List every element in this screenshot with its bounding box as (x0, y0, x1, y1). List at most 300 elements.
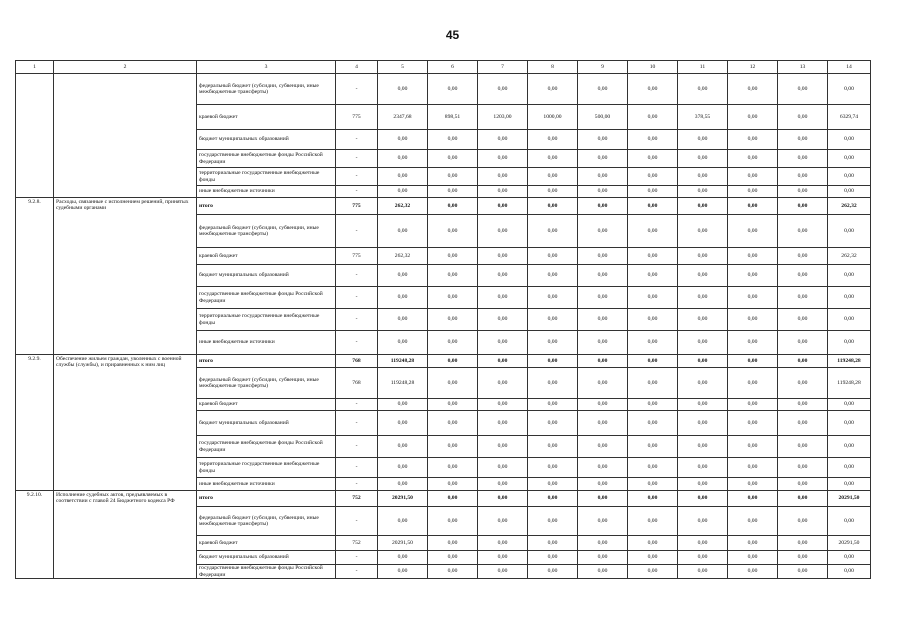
value-cell: 6329,74 (828, 105, 871, 130)
value-cell: 0,00 (678, 478, 728, 491)
value-cell: 0,00 (778, 368, 828, 399)
value-cell: 0,00 (528, 411, 578, 436)
value-cell: 0,00 (728, 105, 778, 130)
value-cell: 119248,28 (828, 368, 871, 399)
value-cell: 119248,28 (378, 368, 428, 399)
funding-source: бюджет муниципальных образований (197, 551, 336, 565)
value-cell: 0,00 (578, 491, 628, 507)
value-cell: 0,00 (728, 150, 778, 168)
funding-source: итого (197, 198, 336, 215)
value-cell: 0,00 (728, 565, 778, 579)
value-cell: 0,00 (428, 355, 478, 368)
value-cell: 0,00 (828, 74, 871, 105)
value-cell: 0,00 (728, 265, 778, 287)
value-cell: 0,00 (628, 478, 678, 491)
value-cell: 0,00 (478, 74, 528, 105)
value-cell: 20291,50 (828, 536, 871, 551)
value-cell: 0,00 (828, 331, 871, 355)
value-cell: 0,00 (428, 368, 478, 399)
header-cell: 1 (16, 61, 54, 74)
value-cell: 0,00 (828, 478, 871, 491)
value-cell: 0,00 (528, 551, 578, 565)
value-cell: 0,00 (428, 536, 478, 551)
value-cell: 262,32 (378, 198, 428, 215)
value-cell: 0,00 (678, 411, 728, 436)
value-cell: 0,00 (628, 186, 678, 198)
item-name: Обеспечение жильем граждан, уволенных с военной службы (службы), и приравненных к ним лиц (54, 355, 197, 491)
value-cell: 0,00 (628, 355, 678, 368)
value-cell: 0,00 (628, 287, 678, 309)
value-cell: 0,00 (778, 355, 828, 368)
value-cell: 1203,00 (478, 105, 528, 130)
code-cell: - (336, 150, 378, 168)
value-cell: 0,00 (728, 186, 778, 198)
funding-source: федеральный бюджет (субсидии, субвенции, иные межбюджетные трансферты) (197, 507, 336, 536)
item-name: Исполнение судебных актов, предъявляемых в соответствии с главой 24 Бюджетного кодекса РФ (54, 491, 197, 579)
value-cell: 0,00 (628, 551, 678, 565)
value-cell: 0,00 (378, 565, 428, 579)
value-cell: 0,00 (828, 309, 871, 331)
value-cell: 0,00 (428, 150, 478, 168)
value-cell: 0,00 (478, 168, 528, 186)
value-cell: 0,00 (478, 507, 528, 536)
value-cell: 0,00 (478, 551, 528, 565)
value-cell: 0,00 (528, 248, 578, 265)
value-cell: 0,00 (628, 411, 678, 436)
value-cell: 0,00 (578, 507, 628, 536)
value-cell: 0,00 (578, 536, 628, 551)
value-cell: 0,00 (728, 507, 778, 536)
value-cell: 0,00 (428, 198, 478, 215)
value-cell: 0,00 (728, 130, 778, 150)
value-cell: 0,00 (678, 536, 728, 551)
code-cell: 775 (336, 105, 378, 130)
value-cell: 0,00 (578, 411, 628, 436)
value-cell: 0,00 (428, 491, 478, 507)
value-cell: 0,00 (378, 130, 428, 150)
value-cell: 0,00 (528, 287, 578, 309)
value-cell: 0,00 (478, 186, 528, 198)
value-cell: 0,00 (778, 478, 828, 491)
value-cell: 0,00 (678, 198, 728, 215)
funding-source: государственные внебюджетные фонды Российской Федерации (197, 436, 336, 458)
value-cell: 0,00 (778, 458, 828, 478)
value-cell: 0,00 (778, 551, 828, 565)
header-cell: 13 (778, 61, 828, 74)
value-cell: 0,00 (478, 565, 528, 579)
header-cell: 7 (478, 61, 528, 74)
header-cell: 2 (54, 61, 197, 74)
header-cell: 12 (728, 61, 778, 74)
value-cell: 0,00 (378, 399, 428, 411)
value-cell: 0,00 (528, 436, 578, 458)
item-code: 9.2.9. (16, 355, 54, 491)
value-cell: 0,00 (478, 130, 528, 150)
value-cell: 0,00 (778, 507, 828, 536)
value-cell: 0,00 (528, 186, 578, 198)
value-cell: 0,00 (778, 150, 828, 168)
code-cell: - (336, 130, 378, 150)
value-cell: 0,00 (428, 458, 478, 478)
value-cell: 0,00 (728, 458, 778, 478)
value-cell: 0,00 (628, 458, 678, 478)
funding-source: государственные внебюджетные фонды Российской Федерации (197, 565, 336, 579)
value-cell: 0,00 (678, 331, 728, 355)
value-cell: 0,00 (728, 478, 778, 491)
value-cell: 0,00 (778, 565, 828, 579)
value-cell: 0,00 (678, 130, 728, 150)
value-cell: 0,00 (578, 168, 628, 186)
value-cell: 0,00 (478, 150, 528, 168)
value-cell: 0,00 (578, 215, 628, 248)
funding-source: государственные внебюджетные фонды Российской Федерации (197, 150, 336, 168)
code-cell: - (336, 309, 378, 331)
value-cell: 0,00 (778, 399, 828, 411)
value-cell: 0,00 (778, 331, 828, 355)
value-cell: 0,00 (578, 399, 628, 411)
value-cell: 0,00 (428, 248, 478, 265)
value-cell: 0,00 (428, 186, 478, 198)
value-cell: 262,32 (828, 198, 871, 215)
code-cell: - (336, 215, 378, 248)
value-cell: 0,00 (578, 368, 628, 399)
value-cell: 0,00 (778, 198, 828, 215)
value-cell: 0,00 (778, 309, 828, 331)
value-cell: 0,00 (628, 368, 678, 399)
value-cell: 0,00 (678, 248, 728, 265)
value-cell: 0,00 (828, 265, 871, 287)
value-cell: 0,00 (528, 565, 578, 579)
value-cell: 0,00 (428, 287, 478, 309)
funding-source: бюджет муниципальных образований (197, 411, 336, 436)
value-cell: 0,00 (528, 507, 578, 536)
value-cell: 0,00 (578, 248, 628, 265)
value-cell: 0,00 (678, 458, 728, 478)
value-cell: 0,00 (678, 265, 728, 287)
table-row (16, 491, 871, 507)
value-cell: 0,00 (378, 168, 428, 186)
value-cell: 0,00 (728, 248, 778, 265)
value-cell: 0,00 (678, 309, 728, 331)
funding-source: иные внебюджетные источники (197, 186, 336, 198)
value-cell: 0,00 (628, 491, 678, 507)
header-cell: 10 (628, 61, 678, 74)
value-cell: 0,00 (528, 198, 578, 215)
code-cell: - (336, 399, 378, 411)
value-cell: 0,00 (478, 215, 528, 248)
value-cell: 0,00 (828, 287, 871, 309)
value-cell: 0,00 (778, 436, 828, 458)
value-cell: 0,00 (728, 436, 778, 458)
value-cell: 0,00 (428, 565, 478, 579)
value-cell: 0,00 (478, 309, 528, 331)
value-cell: 0,00 (828, 399, 871, 411)
value-cell: 0,00 (478, 355, 528, 368)
value-cell: 0,00 (578, 309, 628, 331)
value-cell: 0,00 (478, 331, 528, 355)
value-cell: 0,00 (378, 287, 428, 309)
table-row (16, 74, 871, 105)
value-cell: 0,00 (478, 458, 528, 478)
item-name: Расходы, связанные с исполнением решений, принятых судебными органами (54, 198, 197, 355)
value-cell: 0,00 (828, 436, 871, 458)
value-cell: 0,00 (528, 399, 578, 411)
header-cell: 14 (828, 61, 871, 74)
value-cell: 0,00 (378, 458, 428, 478)
value-cell: 0,00 (578, 551, 628, 565)
value-cell: 0,00 (478, 248, 528, 265)
value-cell: 119248,28 (378, 355, 428, 368)
value-cell: 0,00 (528, 458, 578, 478)
value-cell: 0,00 (678, 150, 728, 168)
code-cell: - (336, 186, 378, 198)
value-cell: 0,00 (778, 74, 828, 105)
value-cell: 0,00 (478, 536, 528, 551)
value-cell: 0,00 (378, 436, 428, 458)
value-cell: 0,00 (628, 507, 678, 536)
value-cell: 0,00 (428, 168, 478, 186)
value-cell: 0,00 (678, 168, 728, 186)
value-cell: 0,00 (678, 287, 728, 309)
code-cell: - (336, 478, 378, 491)
code-cell: - (336, 551, 378, 565)
value-cell: 0,00 (578, 198, 628, 215)
value-cell: 0,00 (728, 215, 778, 248)
item-code (16, 74, 54, 198)
budget-table (15, 60, 871, 579)
value-cell: 0,00 (828, 551, 871, 565)
value-cell: 0,00 (578, 458, 628, 478)
value-cell: 0,00 (778, 536, 828, 551)
value-cell: 0,00 (428, 265, 478, 287)
value-cell: 0,00 (778, 186, 828, 198)
value-cell: 0,00 (478, 265, 528, 287)
header-cell: 11 (678, 61, 728, 74)
funding-source: бюджет муниципальных образований (197, 265, 336, 287)
value-cell: 0,00 (528, 168, 578, 186)
value-cell: 119248,28 (828, 355, 871, 368)
value-cell: 0,00 (628, 198, 678, 215)
value-cell: 0,00 (628, 536, 678, 551)
value-cell: 0,00 (528, 478, 578, 491)
funding-source: федеральный бюджет (субсидии, субвенции, иные межбюджетные трансферты) (197, 215, 336, 248)
value-cell: 0,00 (678, 74, 728, 105)
value-cell: 0,00 (578, 186, 628, 198)
value-cell: 0,00 (728, 411, 778, 436)
value-cell: 0,00 (578, 565, 628, 579)
value-cell: 0,00 (778, 265, 828, 287)
value-cell: 0,00 (778, 491, 828, 507)
value-cell: 0,00 (378, 309, 428, 331)
value-cell: 1000,00 (528, 105, 578, 130)
value-cell: 0,00 (428, 411, 478, 436)
code-cell: 752 (336, 536, 378, 551)
value-cell: 0,00 (728, 287, 778, 309)
value-cell: 0,00 (678, 399, 728, 411)
funding-source: иные внебюджетные источники (197, 331, 336, 355)
value-cell: 0,00 (528, 491, 578, 507)
value-cell: 0,00 (478, 491, 528, 507)
value-cell: 0,00 (578, 436, 628, 458)
code-cell: - (336, 331, 378, 355)
value-cell: 0,00 (678, 551, 728, 565)
value-cell: 0,00 (528, 355, 578, 368)
value-cell: 0,00 (728, 74, 778, 105)
value-cell: 0,00 (678, 565, 728, 579)
value-cell: 0,00 (728, 551, 778, 565)
value-cell: 0,00 (828, 458, 871, 478)
value-cell: 0,00 (728, 168, 778, 186)
code-cell: 775 (336, 248, 378, 265)
value-cell: 0,00 (378, 331, 428, 355)
value-cell: 0,00 (578, 130, 628, 150)
value-cell: 0,00 (378, 507, 428, 536)
value-cell: 0,00 (728, 355, 778, 368)
value-cell: 0,00 (828, 150, 871, 168)
code-cell: - (336, 265, 378, 287)
code-cell: 752 (336, 491, 378, 507)
value-cell: 0,00 (728, 399, 778, 411)
value-cell: 0,00 (828, 565, 871, 579)
value-cell: 0,00 (428, 215, 478, 248)
code-cell: - (336, 168, 378, 186)
value-cell: 0,00 (628, 215, 678, 248)
value-cell: 0,00 (778, 248, 828, 265)
value-cell: 0,00 (378, 478, 428, 491)
value-cell: 0,00 (628, 331, 678, 355)
code-cell: - (336, 507, 378, 536)
header-cell: 3 (197, 61, 336, 74)
funding-source: территориальные государственные внебюджетные фонды (197, 309, 336, 331)
value-cell: 0,00 (628, 436, 678, 458)
code-cell: - (336, 436, 378, 458)
value-cell: 0,00 (478, 198, 528, 215)
value-cell: 0,00 (578, 265, 628, 287)
value-cell: 0,00 (778, 130, 828, 150)
value-cell: 0,00 (728, 331, 778, 355)
value-cell: 378,55 (678, 105, 728, 130)
value-cell: 0,00 (628, 74, 678, 105)
value-cell: 0,00 (628, 565, 678, 579)
value-cell: 0,00 (478, 287, 528, 309)
value-cell: 0,00 (428, 507, 478, 536)
value-cell: 0,00 (728, 491, 778, 507)
value-cell: 0,00 (778, 105, 828, 130)
value-cell: 0,00 (778, 287, 828, 309)
value-cell: 0,00 (528, 130, 578, 150)
value-cell: 0,00 (628, 265, 678, 287)
value-cell: 0,00 (428, 436, 478, 458)
funding-source: федеральный бюджет (субсидии, субвенции, иные межбюджетные трансферты) (197, 368, 336, 399)
value-cell: 0,00 (478, 478, 528, 491)
header-cell: 6 (428, 61, 478, 74)
value-cell: 0,00 (628, 248, 678, 265)
value-cell: 0,00 (428, 130, 478, 150)
value-cell: 262,32 (828, 248, 871, 265)
header-cell: 8 (528, 61, 578, 74)
value-cell: 0,00 (428, 331, 478, 355)
value-cell: 0,00 (678, 368, 728, 399)
value-cell: 0,00 (578, 478, 628, 491)
table-row (16, 198, 871, 215)
value-cell: 0,00 (378, 215, 428, 248)
funding-source: краевой бюджет (197, 105, 336, 130)
value-cell: 20291,50 (378, 536, 428, 551)
value-cell: 262,32 (378, 248, 428, 265)
value-cell: 0,00 (378, 551, 428, 565)
value-cell: 0,00 (678, 436, 728, 458)
code-cell: - (336, 74, 378, 105)
value-cell: 0,00 (728, 368, 778, 399)
value-cell: 0,00 (478, 436, 528, 458)
value-cell: 0,00 (728, 536, 778, 551)
value-cell: 0,00 (428, 551, 478, 565)
funding-source: краевой бюджет (197, 248, 336, 265)
code-cell: 768 (336, 368, 378, 399)
value-cell: 0,00 (628, 150, 678, 168)
value-cell: 0,00 (528, 74, 578, 105)
value-cell: 0,00 (528, 215, 578, 248)
value-cell: 500,00 (578, 105, 628, 130)
value-cell: 0,00 (828, 411, 871, 436)
value-cell: 0,00 (728, 198, 778, 215)
value-cell: 0,00 (528, 265, 578, 287)
value-cell: 0,00 (378, 265, 428, 287)
value-cell: 0,00 (578, 355, 628, 368)
value-cell: 0,00 (778, 168, 828, 186)
value-cell: 0,00 (428, 309, 478, 331)
value-cell: 0,00 (528, 331, 578, 355)
value-cell: 20291,50 (378, 491, 428, 507)
code-cell: - (336, 287, 378, 309)
value-cell: 0,00 (628, 168, 678, 186)
value-cell: 0,00 (778, 411, 828, 436)
code-cell: 775 (336, 198, 378, 215)
funding-source: бюджет муниципальных образований (197, 130, 336, 150)
funding-source: краевой бюджет (197, 536, 336, 551)
item-code: 9.2.10. (16, 491, 54, 579)
value-cell: 20291,50 (828, 491, 871, 507)
value-cell: 0,00 (428, 399, 478, 411)
value-cell: 0,00 (828, 215, 871, 248)
value-cell: 2347,68 (378, 105, 428, 130)
value-cell: 0,00 (678, 355, 728, 368)
value-cell: 0,00 (478, 411, 528, 436)
header-cell: 4 (336, 61, 378, 74)
value-cell: 0,00 (678, 186, 728, 198)
code-cell: - (336, 458, 378, 478)
funding-source: итого (197, 355, 336, 368)
value-cell: 0,00 (678, 491, 728, 507)
header-cell: 5 (378, 61, 428, 74)
value-cell: 0,00 (428, 478, 478, 491)
value-cell: 0,00 (828, 130, 871, 150)
page-number: 45 (445, 28, 460, 42)
value-cell: 0,00 (578, 74, 628, 105)
value-cell: 0,00 (678, 215, 728, 248)
value-cell: 0,00 (628, 309, 678, 331)
code-cell: - (336, 411, 378, 436)
value-cell: 0,00 (728, 309, 778, 331)
value-cell: 898,51 (428, 105, 478, 130)
value-cell: 0,00 (528, 309, 578, 331)
value-cell: 0,00 (678, 507, 728, 536)
funding-source: государственные внебюджетные фонды Российской Федерации (197, 287, 336, 309)
value-cell: 0,00 (578, 150, 628, 168)
value-cell: 0,00 (778, 215, 828, 248)
funding-source: территориальные государственные внебюджетные фонды (197, 458, 336, 478)
item-name (54, 74, 197, 198)
